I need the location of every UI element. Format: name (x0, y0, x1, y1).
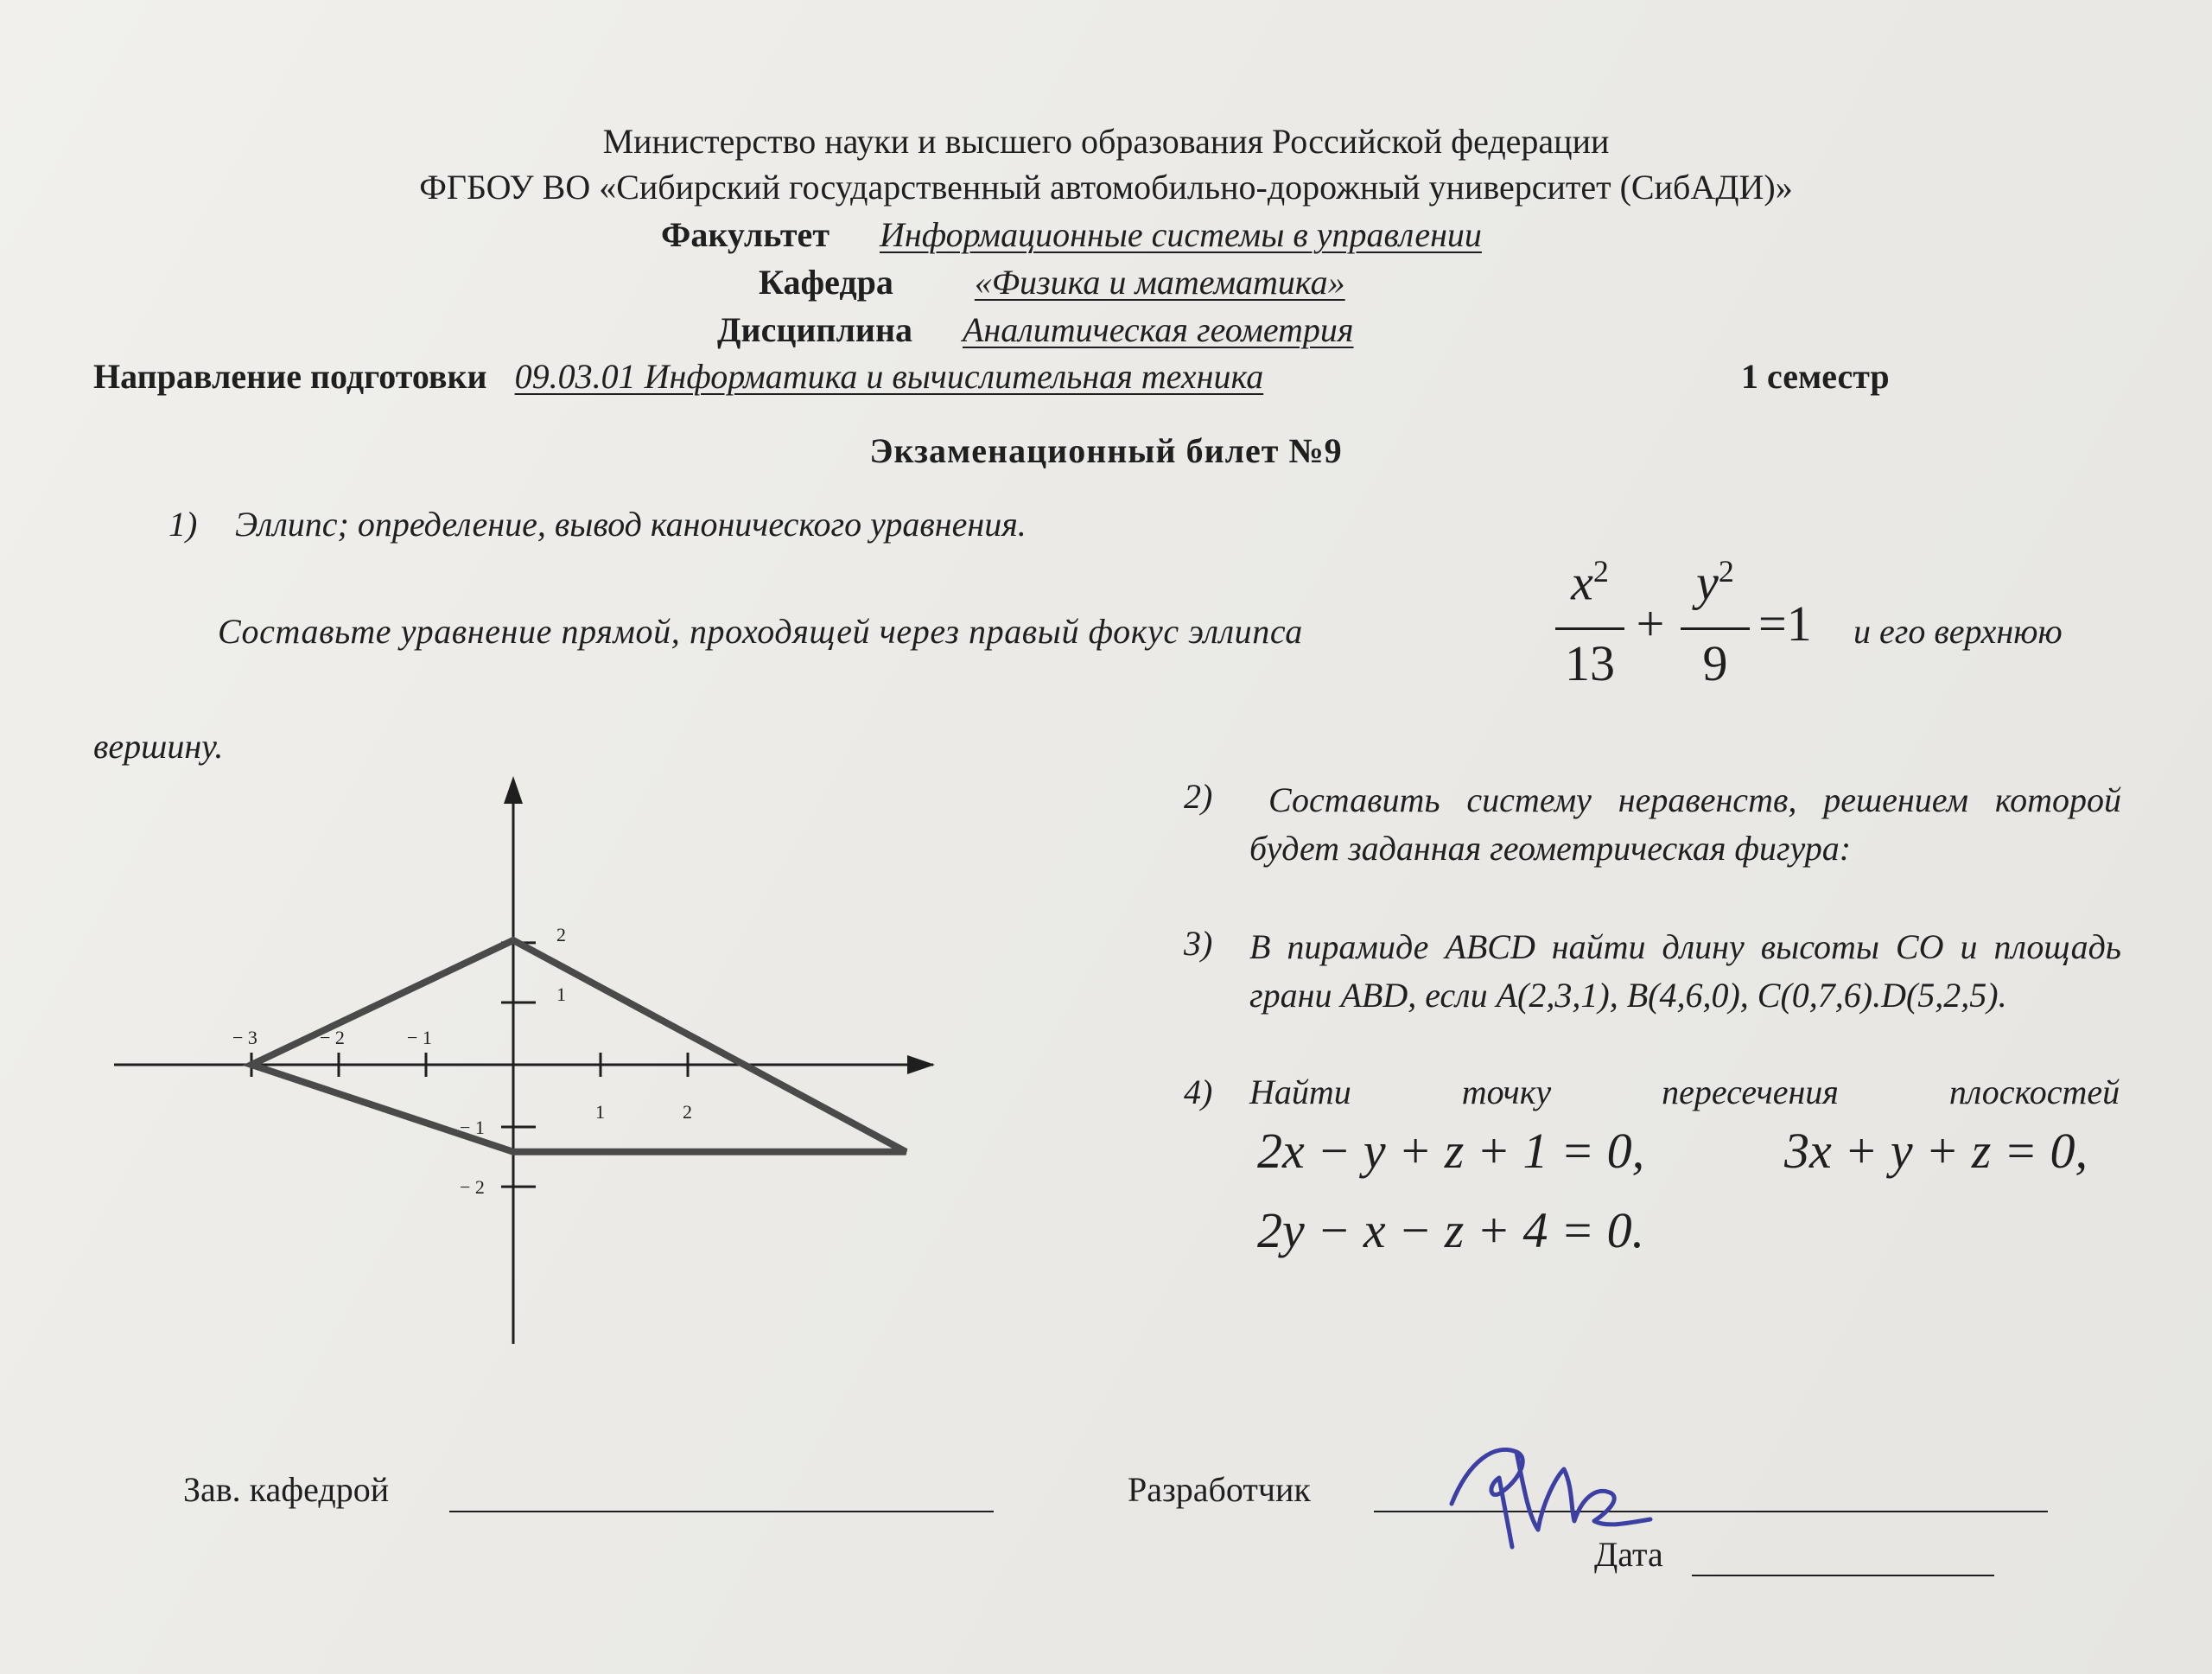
x-tick-label: 2 (683, 1101, 692, 1123)
y-tick-label: − 2 (460, 1176, 485, 1199)
y-denominator: 9 (1702, 635, 1728, 691)
head-signature-line (449, 1511, 994, 1512)
department-value: «Физика и математика» (974, 263, 1345, 302)
semester: 1 семестр (1741, 357, 1890, 396)
y-tick-label: − 1 (460, 1117, 485, 1138)
y-fraction-bar (1681, 627, 1750, 630)
x-tick-label: − 3 (232, 1027, 257, 1048)
university-line: ФГБОУ ВО «Сибирский государственный автомобильно-дорожный университет (СибАДИ)» (419, 168, 1793, 207)
task-1-problem-b: и его верхнюю (1853, 612, 2063, 651)
plane-equation-2: 3x + y + z = 0, (1784, 1123, 2088, 1179)
equals-one: =1 (1758, 595, 1812, 652)
department-label: Кафедра (759, 263, 893, 302)
ticket-title: Экзаменационный билет №9 (869, 431, 1343, 470)
task-4-number: 4) (1184, 1073, 1213, 1111)
y-numerator: $y^2$ (1696, 554, 1734, 611)
x-numerator: $x^2$ (1571, 554, 1609, 611)
discipline-value: Аналитическая геометрия (963, 310, 1354, 349)
department-row (759, 262, 1345, 302)
coordinate-figure (104, 761, 968, 1365)
plane-equation-3: 2y − x − z + 4 = 0. (1257, 1202, 1645, 1258)
task-4 (1184, 1072, 2134, 1112)
plus-sign: + (1636, 595, 1665, 652)
task-1-text: Эллипс; определение, вывод канонического уравнения. (235, 505, 1027, 544)
task-2 (1184, 776, 2121, 873)
plane-equation-1: 2x − y + z + 1 = 0, (1257, 1123, 1645, 1179)
x-tick-label: − 1 (407, 1027, 432, 1048)
axes (114, 786, 933, 1344)
task-4-text: Найти точку пересечения плоскостей (1249, 1073, 2120, 1111)
faculty-value: Информационные системы в управлении (879, 215, 1482, 254)
head-of-department-label: Зав. кафедрой (183, 1470, 390, 1509)
x-fraction-bar (1555, 627, 1624, 630)
y-tick-label: 2 (556, 923, 566, 945)
date-label: Дата (1594, 1535, 1663, 1574)
x-tick-label: − 2 (320, 1027, 345, 1048)
task-2-number: 2) (1184, 777, 1213, 816)
task-1-problem-c: вершину. (93, 727, 224, 766)
x-denominator: 13 (1565, 635, 1615, 691)
discipline-row (717, 309, 1354, 350)
direction-value: 09.03.01 Информатика и вычислительная техника (514, 357, 1264, 396)
task-1-problem-a: Составьте уравнение прямой, проходящей через правый фокус эллипса (218, 612, 1303, 651)
faculty-row (661, 214, 1482, 255)
geometric-figure (251, 940, 906, 1152)
ministry-line: Министерство науки и высшего образования Российской федерации (602, 122, 1610, 161)
x-tick-label: 1 (595, 1101, 605, 1123)
task-3-text: В пирамиде ABCD найти длину высоты CO и площадь грани ABD, если A(2,3,1), B(4,6,0), C(0,7,6).D(5,2,5). (1249, 927, 2121, 1015)
y-tick-label: 1 (556, 983, 566, 1005)
discipline-label: Дисциплина (717, 310, 912, 349)
direction-label: Направление подготовки (93, 357, 487, 396)
date-line (1692, 1575, 1994, 1576)
direction-row (93, 356, 1263, 397)
task-1-number: 1) (168, 505, 198, 544)
task-3 (1184, 923, 2121, 1020)
y-axis-arrow-icon (504, 776, 523, 804)
x-axis-arrow-icon (907, 1055, 935, 1074)
faculty-label: Факультет (661, 215, 830, 254)
task-3-number: 3) (1184, 924, 1213, 963)
developer-label: Разработчик (1128, 1470, 1311, 1509)
task-2-text: Составить систему неравенств, решением которой будет заданная геометрическая фигура: (1249, 780, 2121, 868)
